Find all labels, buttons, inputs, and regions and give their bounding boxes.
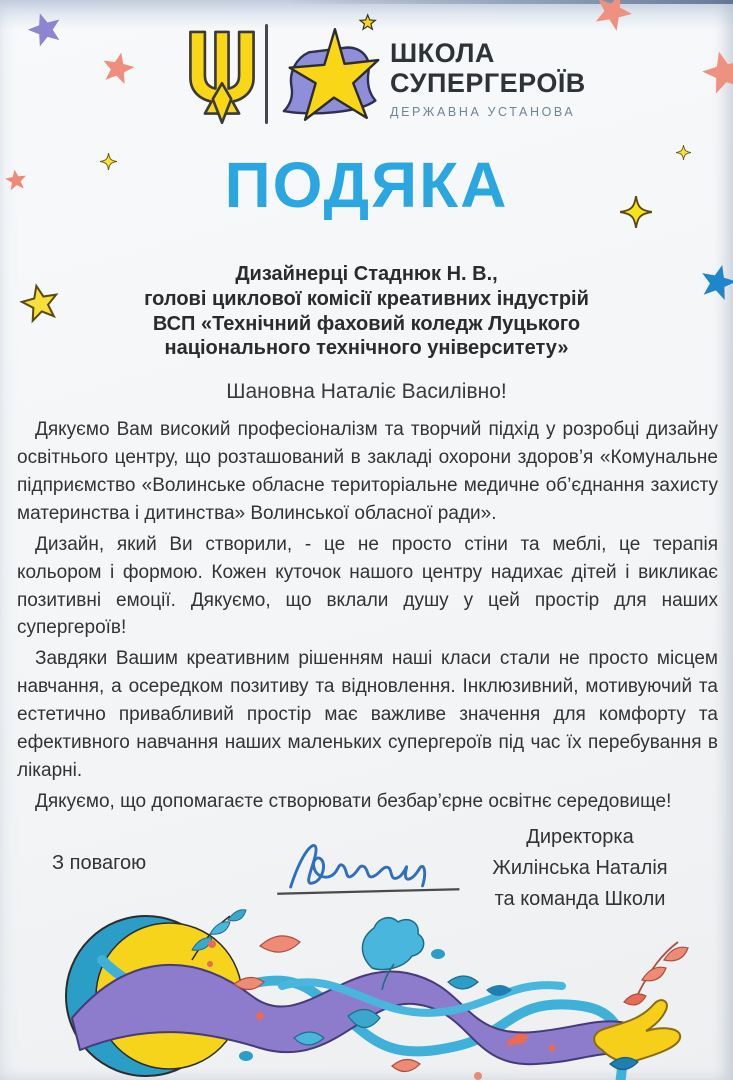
recipient-line: голові циклової комісії креативних індустрій [144,287,589,310]
org-name-line1: ШКОЛА [390,38,495,68]
header-divider [265,24,268,124]
superhero-star-cape-icon [280,12,386,136]
signatory-team: та команда Школи [494,888,666,910]
header [178,12,598,142]
body-paragraph: Дякуємо Вам високий професіоналізм та творчий підхід у розробці дизайну освітнього центру, що розташований в закладі охорони здоров’я «Комунальне підприємство «Волинське обласне територіальне медичне об’єднання захисту материнства і дитинства» Волинської обласної ради». [17,419,718,524]
sun-ribbons-leaves-hand-illustration-icon [42,898,692,1080]
body-paragraph: Дякуємо, що допомагаєте створювати безбар’єрне освітнє середовище! [35,790,672,812]
salutation: Шановна Наталіє Василівно! [226,380,507,403]
recipient-line: Дизайнерці Стаднюк Н. В., [235,263,498,285]
body-paragraph: Дизайн, який Ви створили, - це не просто стіни та меблі, це терапія кольором і формою. Кожен куточок нашого центру надихає дітей і викликає позитивні емоції. Дякуємо, що вклали душу у цей простір для наших супергероїв! [17,533,718,639]
recipient-line: ВСП «Технічний фаховий коледж Луцького [152,312,581,335]
handwritten-signature-icon [275,828,465,908]
body-paragraph: Завдяки Вашим креативним рішенням наші класи стали не просто місцем навчання, а осередком позитиву та відновлення. Інклюзивний, мотивуючий та естетично привабливий простір має важливе значення для комфорту та ефективного навчання наших маленьких супергероїв під час їх перебування в лікарні. [17,648,718,782]
recipient-block [0,262,733,361]
closing-text: З повагою [52,852,147,874]
ukraine-trident-icon [180,28,264,128]
certificate-title: ПОДЯКА [224,149,509,221]
signatory-title: Директорка [526,826,634,848]
body-text [17,416,718,819]
org-name-line2: СУПЕРГЕРОЇВ [390,68,586,99]
signature-area [275,828,465,908]
recipient-line: національного технічного університету» [164,337,569,360]
org-tagline: ДЕРЖАВНА УСТАНОВА [390,105,576,120]
coral-star-icon [695,43,733,101]
org-name-block [390,38,600,119]
coral-star-icon [97,47,140,90]
signatory-name: Жилінська Наталія [492,857,668,879]
